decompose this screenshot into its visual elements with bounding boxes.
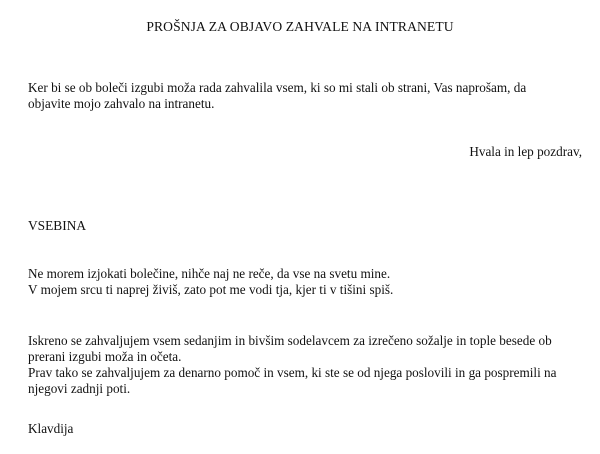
text-line: objavite mojo zahvalo na intranetu. [28, 96, 215, 111]
text-line: Prav tako se zahvaljujem za denarno pomoč in vsem, ki ste se od njega poslovili in ga pospremili na [28, 365, 557, 380]
poem-paragraph [28, 266, 588, 298]
section-heading: VSEBINA [28, 218, 87, 233]
text-line: V mojem srcu ti naprej živiš, zato pot me vodi tja, kjer ti v tišini spiš. [28, 282, 394, 297]
text-line: Iskreno se zahvaljujem vsem sedanjim in bivšim sodelavcem za izrečeno sožalje in tople besede ob [28, 333, 552, 348]
thanks-paragraph [28, 333, 588, 397]
text-line: njegovi zadnji poti. [28, 381, 131, 396]
signature: Klavdija [28, 421, 74, 436]
greeting-text: Hvala in lep pozdrav, [469, 144, 582, 159]
document-title: PROŠNJA ZA OBJAVO ZAHVALE NA INTRANETU [146, 19, 454, 34]
text-line: Ker bi se ob boleči izgubi moža rada zahvalila vsem, ki so mi stali ob strani, Vas naprošam, da [28, 80, 527, 95]
intro-paragraph [28, 80, 588, 112]
text-line: Ne morem izjokati bolečine, nihče naj ne reče, da vse na svetu mine. [28, 266, 391, 281]
text-line: prerani izgubi moža in očeta. [28, 349, 182, 364]
